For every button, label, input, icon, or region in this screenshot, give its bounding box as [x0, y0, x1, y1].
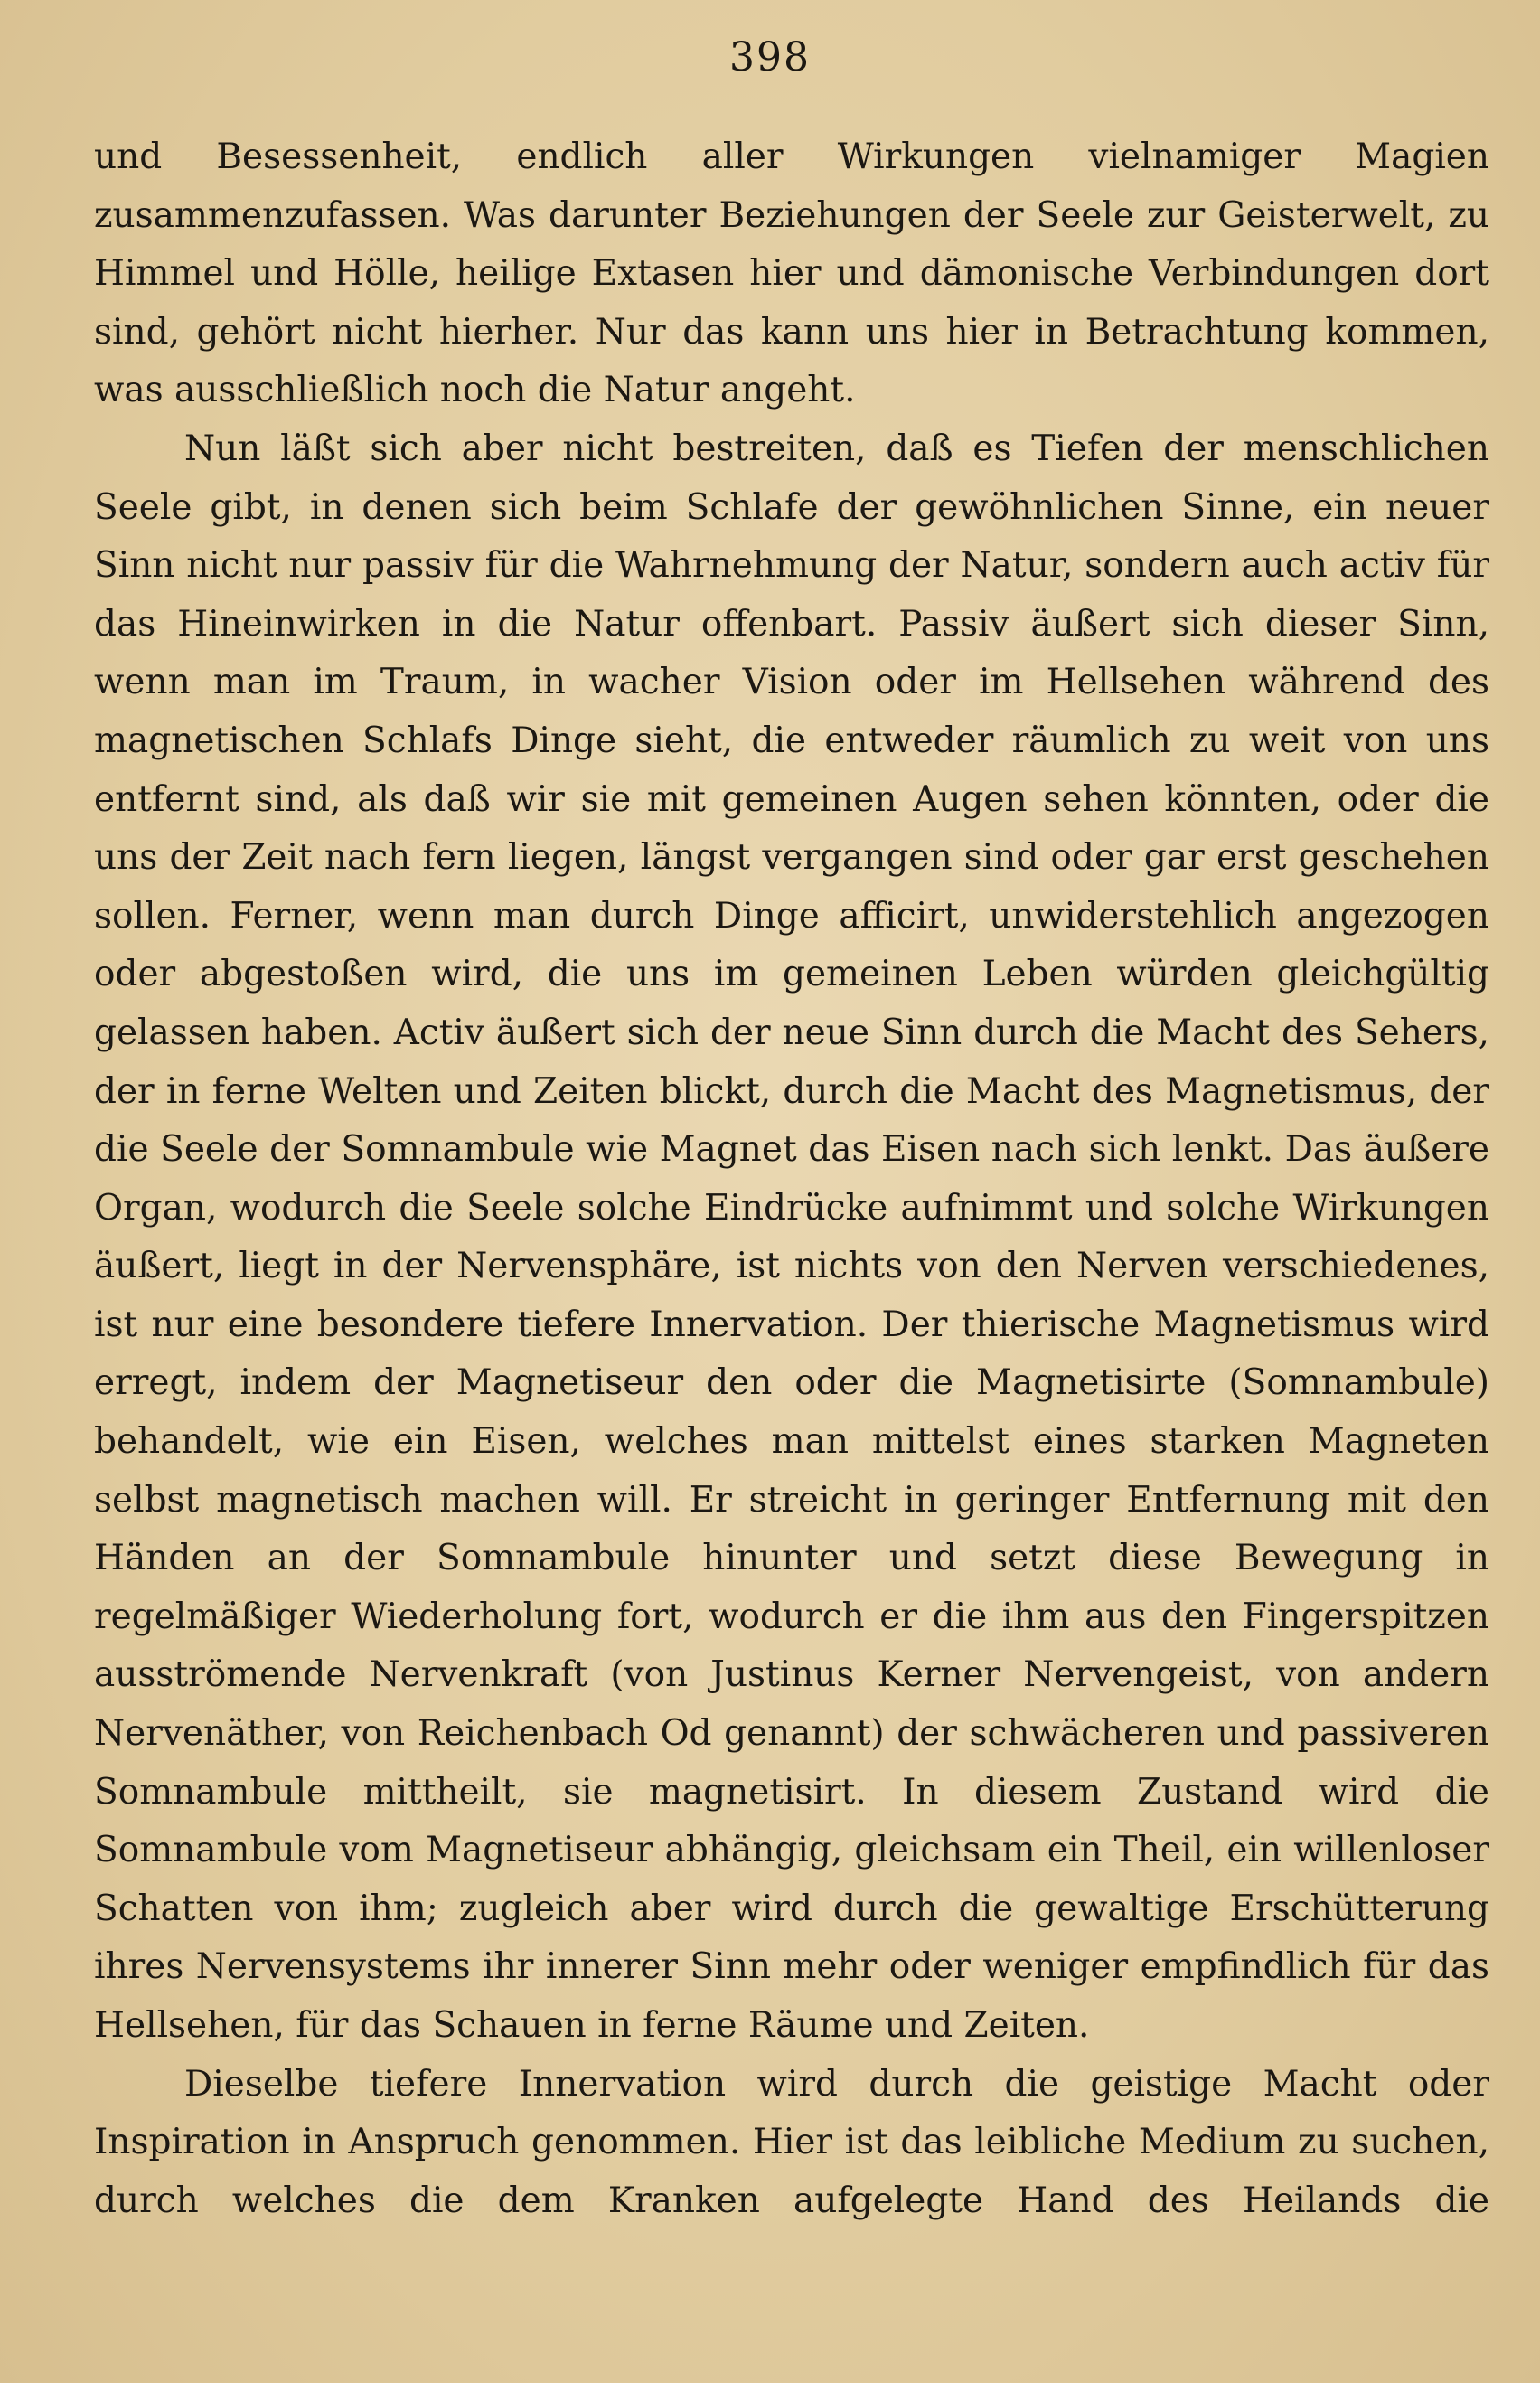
page-number: 398 — [729, 34, 811, 80]
paragraph-continuation: und Besessenheit, endlich aller Wirkungen vielnamiger Magien zusammenzufassen. Was darunter Beziehungen der Seele zur Geisterwelt, zu Himmel und Hölle, heilige Extasen hier und dämonische Verbindungen dort sind, gehört nicht hierher. Nur das kann uns hier in Betrachtung kommen, was ausschließlich noch die Natur angeht. — [94, 137, 1489, 411]
body-text — [94, 128, 1489, 2230]
paragraph-magnetism: Nun läßt sich aber nicht bestreiten, daß es Tiefen der menschlichen Seele gibt, in denen sich beim Schlafe der gewöhnlichen Sinne, ein neuer Sinn nicht nur passiv für die Wahrnehmung der Natur, sondern auch activ für das Hineinwirken in die Natur offenbart. Passiv äußert sich dieser Sinn, wenn man im Traum, in wacher Vision oder im Hellsehen während des magnetischen Schlafs Dinge sieht, die entweder räumlich zu weit von uns entfernt sind, als daß wir sie mit gemeinen Augen sehen könnten, oder die uns der Zeit nach fern liegen, längst vergangen sind oder gar erst geschehen sollen. Ferner, wenn man durch Dinge afficirt, unwiderstehlich angezogen oder abgestoßen wird, die uns im gemeinen Leben würden gleichgültig gelassen haben. Activ äußert sich der neue Sinn durch die Macht des Sehers, der in ferne Welten und Zeiten blickt, durch die Macht des Magnetismus, der die Seele der Somnambule wie Magnet das Eisen nach sich lenkt. Das äußere Organ, wodurch die Seele solche Eindrücke aufnimmt und solche Wirkungen äußert, liegt in der Nervensphäre, ist nichts von den Nerven verschiedenes, ist nur eine besondere tiefere Innervation. Der thierische Magnetismus wird erregt, indem der Magnetiseur den oder die Magnetisirte (Somnambule) behandelt, wie ein Eisen, welches man mittelst eines starken Magneten selbst magnetisch machen will. Er streicht in geringer Entfernung mit den Händen an der Somnambule hinunter und setzt diese Bewegung in regelmäßiger Wiederholung fort, wodurch er die ihm aus den Fingerspitzen ausströmende Nervenkraft (von Justinus Kerner Nervengeist, von andern Nervenäther, von Reichenbach Od genannt) der schwächeren und passiveren Somnambule mittheilt, sie magnetisirt. In diesem Zustand wird die Somnambule vom Magnetiseur abhängig, gleichsam ein Theil, ein willenloser Schatten von ihm; zugleich aber wird durch die gewaltige Erschütterung ihres Nervensystems ihr innerer Sinn mehr oder weniger empfindlich für das Hellsehen, für das Schauen in ferne Räume und Zeiten. — [94, 428, 1489, 2046]
paragraph-inspiration: Dieselbe tiefere Innervation wird durch die geistige Macht oder Inspiration in Anspruch genommen. Hier ist das leibliche Medium zu suchen, durch welches die dem Kranken aufgelegte Hand des Heilands die — [94, 2063, 1489, 2221]
